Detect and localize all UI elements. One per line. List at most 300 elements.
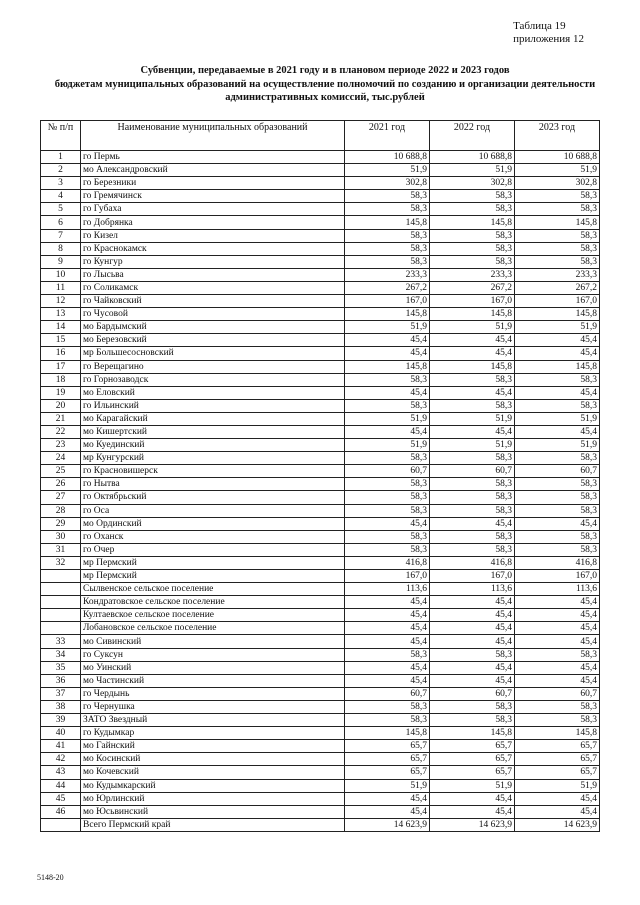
- municipality-name: го Оханск: [81, 530, 345, 543]
- value-2021: 58,3: [345, 255, 430, 268]
- title-line-2: бюджетам муниципальных образований на осуществление полномочий по созданию и организации деятельности: [54, 78, 596, 90]
- row-number: 13: [41, 308, 81, 321]
- row-number: 23: [41, 439, 81, 452]
- municipality-name: мо Кочевский: [81, 766, 345, 779]
- value-2021: 113,6: [345, 583, 430, 596]
- value-2022: 45,4: [430, 425, 515, 438]
- title-line-3: административных комиссий, тыс.рублей: [225, 92, 425, 103]
- value-2021: 45,4: [345, 347, 430, 360]
- value-2022: 267,2: [430, 281, 515, 294]
- value-2022: 58,3: [430, 373, 515, 386]
- municipality-name: мо Бардымский: [81, 321, 345, 334]
- value-2022: 58,3: [430, 399, 515, 412]
- value-2023: 65,7: [515, 753, 600, 766]
- table-row: [41, 543, 600, 556]
- value-2023: 58,3: [515, 399, 600, 412]
- value-2022: 45,4: [430, 622, 515, 635]
- municipality-name: мо Частинский: [81, 674, 345, 687]
- table-row: [41, 255, 600, 268]
- value-2023: 58,3: [515, 648, 600, 661]
- value-2022: 58,3: [430, 190, 515, 203]
- table-row: [41, 818, 600, 831]
- table-row: [41, 360, 600, 373]
- value-2022: 58,3: [430, 242, 515, 255]
- municipality-name: мо Кудымкарский: [81, 779, 345, 792]
- value-2021: 10 688,8: [345, 151, 430, 164]
- value-2022: 60,7: [430, 687, 515, 700]
- value-2023: 45,4: [515, 792, 600, 805]
- value-2021: 45,4: [345, 517, 430, 530]
- value-2022: 58,3: [430, 714, 515, 727]
- value-2023: 58,3: [515, 255, 600, 268]
- value-2022: 65,7: [430, 753, 515, 766]
- document-title: [30, 64, 620, 105]
- municipality-name: го Березники: [81, 177, 345, 190]
- municipality-name: го Суксун: [81, 648, 345, 661]
- municipality-name: мо Сивинский: [81, 635, 345, 648]
- value-2022: 416,8: [430, 556, 515, 569]
- municipality-name: мо Кишертский: [81, 425, 345, 438]
- value-2022: 58,3: [430, 543, 515, 556]
- value-2021: 51,9: [345, 321, 430, 334]
- row-number: 34: [41, 648, 81, 661]
- row-number: 9: [41, 255, 81, 268]
- value-2022: 45,4: [430, 805, 515, 818]
- value-2021: 45,4: [345, 596, 430, 609]
- table-row: [41, 281, 600, 294]
- value-2023: 58,3: [515, 530, 600, 543]
- value-2022: 45,4: [430, 347, 515, 360]
- value-2021: 51,9: [345, 164, 430, 177]
- table-row: [41, 700, 600, 713]
- value-2022: 58,3: [430, 504, 515, 517]
- value-2021: 58,3: [345, 700, 430, 713]
- value-2022: 167,0: [430, 295, 515, 308]
- table-row: [41, 268, 600, 281]
- value-2023: 58,3: [515, 714, 600, 727]
- value-2023: 145,8: [515, 216, 600, 229]
- value-2021: 45,4: [345, 425, 430, 438]
- row-number: 7: [41, 229, 81, 242]
- value-2023: 45,4: [515, 674, 600, 687]
- row-number: 1: [41, 151, 81, 164]
- municipality-name: мо Ординский: [81, 517, 345, 530]
- municipality-name: го Кунгур: [81, 255, 345, 268]
- row-number: 19: [41, 386, 81, 399]
- value-2023: 58,3: [515, 229, 600, 242]
- value-2022: 45,4: [430, 334, 515, 347]
- row-number: 22: [41, 425, 81, 438]
- row-number: 20: [41, 399, 81, 412]
- value-2023: 65,7: [515, 766, 600, 779]
- municipality-name: Всего Пермский край: [81, 818, 345, 831]
- row-number: 17: [41, 360, 81, 373]
- row-number: 24: [41, 452, 81, 465]
- table-row: [41, 164, 600, 177]
- row-number: 39: [41, 714, 81, 727]
- value-2023: 45,4: [515, 334, 600, 347]
- table-row: [41, 242, 600, 255]
- value-2021: 267,2: [345, 281, 430, 294]
- value-2022: 302,8: [430, 177, 515, 190]
- row-number: 12: [41, 295, 81, 308]
- value-2023: 145,8: [515, 360, 600, 373]
- table-row: [41, 334, 600, 347]
- value-2022: 14 623,9: [430, 818, 515, 831]
- value-2023: 51,9: [515, 412, 600, 425]
- subsidies-table: [40, 120, 600, 832]
- column-header-2023: 2023 год: [515, 121, 600, 151]
- value-2023: 302,8: [515, 177, 600, 190]
- value-2023: 145,8: [515, 308, 600, 321]
- value-2023: 60,7: [515, 687, 600, 700]
- table-row: [41, 177, 600, 190]
- row-number: 18: [41, 373, 81, 386]
- value-2023: 10 688,8: [515, 151, 600, 164]
- value-2023: 45,4: [515, 661, 600, 674]
- row-number: [41, 570, 81, 583]
- municipality-name: го Гремячинск: [81, 190, 345, 203]
- municipality-name: го Кизел: [81, 229, 345, 242]
- municipality-name: мо Юрлинский: [81, 792, 345, 805]
- municipality-name: го Чердынь: [81, 687, 345, 700]
- value-2021: 51,9: [345, 412, 430, 425]
- municipality-name: мо Березовский: [81, 334, 345, 347]
- municipality-name: го Октябрьский: [81, 491, 345, 504]
- row-number: 37: [41, 687, 81, 700]
- value-2021: 45,4: [345, 609, 430, 622]
- municipality-name: мр Кунгурский: [81, 452, 345, 465]
- value-2022: 10 688,8: [430, 151, 515, 164]
- row-number: 4: [41, 190, 81, 203]
- table-header-row: [41, 121, 600, 151]
- value-2021: 58,3: [345, 399, 430, 412]
- value-2021: 45,4: [345, 635, 430, 648]
- table-row: [41, 648, 600, 661]
- value-2021: 65,7: [345, 740, 430, 753]
- value-2023: 14 623,9: [515, 818, 600, 831]
- row-number: 38: [41, 700, 81, 713]
- value-2021: 45,4: [345, 661, 430, 674]
- value-2021: 65,7: [345, 766, 430, 779]
- row-number: [41, 622, 81, 635]
- value-2021: 58,3: [345, 530, 430, 543]
- row-number: 31: [41, 543, 81, 556]
- table-row: [41, 203, 600, 216]
- row-number: [41, 609, 81, 622]
- row-number: 11: [41, 281, 81, 294]
- table-row: [41, 504, 600, 517]
- table-row: [41, 478, 600, 491]
- row-number: 35: [41, 661, 81, 674]
- table-row: [41, 805, 600, 818]
- value-2023: 45,4: [515, 596, 600, 609]
- table-row: [41, 674, 600, 687]
- value-2023: 58,3: [515, 242, 600, 255]
- value-2021: 58,3: [345, 242, 430, 255]
- value-2023: 58,3: [515, 452, 600, 465]
- municipality-name: мо Уинский: [81, 661, 345, 674]
- row-number: 14: [41, 321, 81, 334]
- value-2023: 45,4: [515, 386, 600, 399]
- municipality-name: го Ильинский: [81, 399, 345, 412]
- table-row: [41, 190, 600, 203]
- value-2021: 167,0: [345, 570, 430, 583]
- value-2021: 58,3: [345, 478, 430, 491]
- value-2022: 113,6: [430, 583, 515, 596]
- table-row: [41, 530, 600, 543]
- municipality-name: го Лысьва: [81, 268, 345, 281]
- municipality-name: го Нытва: [81, 478, 345, 491]
- table-row: [41, 766, 600, 779]
- row-number: 42: [41, 753, 81, 766]
- value-2023: 45,4: [515, 635, 600, 648]
- row-number: 41: [41, 740, 81, 753]
- row-number: 46: [41, 805, 81, 818]
- value-2021: 145,8: [345, 216, 430, 229]
- value-2022: 45,4: [430, 517, 515, 530]
- value-2023: 45,4: [515, 609, 600, 622]
- value-2022: 167,0: [430, 570, 515, 583]
- municipality-name: мо Юсьвинский: [81, 805, 345, 818]
- row-number: 8: [41, 242, 81, 255]
- municipality-name: го Губаха: [81, 203, 345, 216]
- table-label: Таблица 19: [513, 20, 566, 32]
- table-row: [41, 661, 600, 674]
- table-row: [41, 596, 600, 609]
- row-number: 3: [41, 177, 81, 190]
- row-number: 44: [41, 779, 81, 792]
- table-row: [41, 740, 600, 753]
- value-2023: 58,3: [515, 491, 600, 504]
- row-number: [41, 583, 81, 596]
- table-row: [41, 412, 600, 425]
- row-number: 32: [41, 556, 81, 569]
- value-2023: 51,9: [515, 164, 600, 177]
- value-2022: 45,4: [430, 674, 515, 687]
- municipality-name: го Чайковский: [81, 295, 345, 308]
- municipality-name: мо Куединский: [81, 439, 345, 452]
- row-number: 25: [41, 465, 81, 478]
- value-2022: 51,9: [430, 321, 515, 334]
- value-2023: 167,0: [515, 295, 600, 308]
- value-2023: 58,3: [515, 478, 600, 491]
- value-2021: 145,8: [345, 727, 430, 740]
- municipality-name: го Оса: [81, 504, 345, 517]
- value-2023: 58,3: [515, 373, 600, 386]
- municipality-name: мо Гайнский: [81, 740, 345, 753]
- municipality-name: го Чернушка: [81, 700, 345, 713]
- value-2021: 302,8: [345, 177, 430, 190]
- value-2021: 45,4: [345, 622, 430, 635]
- value-2021: 145,8: [345, 360, 430, 373]
- value-2022: 145,8: [430, 216, 515, 229]
- table-row: [41, 491, 600, 504]
- value-2023: 233,3: [515, 268, 600, 281]
- table-row: [41, 635, 600, 648]
- value-2023: 51,9: [515, 439, 600, 452]
- value-2021: 233,3: [345, 268, 430, 281]
- value-2023: 416,8: [515, 556, 600, 569]
- value-2023: 113,6: [515, 583, 600, 596]
- value-2022: 45,4: [430, 609, 515, 622]
- value-2021: 51,9: [345, 439, 430, 452]
- table-row: [41, 295, 600, 308]
- value-2021: 58,3: [345, 190, 430, 203]
- value-2021: 58,3: [345, 452, 430, 465]
- value-2022: 233,3: [430, 268, 515, 281]
- municipality-name: мо Карагайский: [81, 412, 345, 425]
- column-header-name: Наименование муниципальных образований: [81, 121, 345, 151]
- municipality-name: мр Пермский: [81, 556, 345, 569]
- row-number: 36: [41, 674, 81, 687]
- municipality-name: мр Большесосновский: [81, 347, 345, 360]
- value-2023: 45,4: [515, 425, 600, 438]
- municipality-name: го Краснокамск: [81, 242, 345, 255]
- value-2022: 58,3: [430, 452, 515, 465]
- row-number: 5: [41, 203, 81, 216]
- value-2022: 51,9: [430, 412, 515, 425]
- value-2022: 60,7: [430, 465, 515, 478]
- row-number: 40: [41, 727, 81, 740]
- municipality-name: Сылвенское сельское поселение: [81, 583, 345, 596]
- value-2023: 58,3: [515, 504, 600, 517]
- table-row: [41, 570, 600, 583]
- value-2021: 45,4: [345, 674, 430, 687]
- value-2021: 58,3: [345, 229, 430, 242]
- municipality-name: го Пермь: [81, 151, 345, 164]
- value-2022: 51,9: [430, 164, 515, 177]
- value-2023: 51,9: [515, 779, 600, 792]
- table-row: [41, 779, 600, 792]
- table-row: [41, 439, 600, 452]
- value-2022: 145,8: [430, 360, 515, 373]
- table-row: [41, 583, 600, 596]
- value-2021: 65,7: [345, 753, 430, 766]
- row-number: [41, 818, 81, 831]
- table-row: [41, 609, 600, 622]
- municipality-name: го Добрянка: [81, 216, 345, 229]
- value-2023: 45,4: [515, 622, 600, 635]
- table-row: [41, 399, 600, 412]
- value-2021: 60,7: [345, 687, 430, 700]
- table-row: [41, 753, 600, 766]
- table-body: [41, 151, 600, 832]
- row-number: 43: [41, 766, 81, 779]
- value-2022: 145,8: [430, 308, 515, 321]
- document-code: 5148-20: [37, 873, 64, 882]
- value-2022: 145,8: [430, 727, 515, 740]
- value-2023: 58,3: [515, 190, 600, 203]
- row-number: [41, 596, 81, 609]
- value-2022: 45,4: [430, 661, 515, 674]
- municipality-name: Лобановское сельское поселение: [81, 622, 345, 635]
- municipality-name: мр Пермский: [81, 570, 345, 583]
- row-number: 28: [41, 504, 81, 517]
- value-2023: 45,4: [515, 805, 600, 818]
- table-row: [41, 465, 600, 478]
- row-number: 30: [41, 530, 81, 543]
- value-2022: 58,3: [430, 255, 515, 268]
- table-row: [41, 714, 600, 727]
- value-2022: 51,9: [430, 779, 515, 792]
- value-2021: 14 623,9: [345, 818, 430, 831]
- value-2021: 45,4: [345, 792, 430, 805]
- value-2021: 58,3: [345, 373, 430, 386]
- value-2023: 65,7: [515, 740, 600, 753]
- value-2022: 58,3: [430, 530, 515, 543]
- value-2022: 58,3: [430, 229, 515, 242]
- value-2021: 58,3: [345, 504, 430, 517]
- table-row: [41, 727, 600, 740]
- table-row: [41, 229, 600, 242]
- municipality-name: Кондратовское сельское поселение: [81, 596, 345, 609]
- municipality-name: ЗАТО Звездный: [81, 714, 345, 727]
- municipality-name: го Кудымкар: [81, 727, 345, 740]
- value-2021: 58,3: [345, 203, 430, 216]
- value-2022: 45,4: [430, 386, 515, 399]
- value-2021: 45,4: [345, 334, 430, 347]
- column-header-number: № п/п: [41, 121, 81, 151]
- value-2022: 51,9: [430, 439, 515, 452]
- municipality-name: мо Косинский: [81, 753, 345, 766]
- municipality-name: мо Александровский: [81, 164, 345, 177]
- value-2021: 45,4: [345, 805, 430, 818]
- value-2021: 58,3: [345, 491, 430, 504]
- municipality-name: го Горнозаводск: [81, 373, 345, 386]
- value-2022: 45,4: [430, 635, 515, 648]
- value-2022: 65,7: [430, 740, 515, 753]
- value-2023: 60,7: [515, 465, 600, 478]
- value-2023: 167,0: [515, 570, 600, 583]
- table-row: [41, 425, 600, 438]
- table-row: [41, 517, 600, 530]
- table-row: [41, 151, 600, 164]
- table-row: [41, 347, 600, 360]
- value-2023: 58,3: [515, 203, 600, 216]
- column-header-2021: 2021 год: [345, 121, 430, 151]
- table-row: [41, 321, 600, 334]
- row-number: 21: [41, 412, 81, 425]
- municipality-name: Култаевское сельское поселение: [81, 609, 345, 622]
- appendix-label: приложения 12: [513, 33, 584, 45]
- value-2022: 65,7: [430, 766, 515, 779]
- value-2023: 45,4: [515, 347, 600, 360]
- value-2022: 58,3: [430, 203, 515, 216]
- table-row: [41, 216, 600, 229]
- column-header-2022: 2022 год: [430, 121, 515, 151]
- value-2022: 45,4: [430, 596, 515, 609]
- table-row: [41, 792, 600, 805]
- value-2021: 145,8: [345, 308, 430, 321]
- value-2023: 267,2: [515, 281, 600, 294]
- municipality-name: го Очер: [81, 543, 345, 556]
- table-row: [41, 452, 600, 465]
- row-number: 27: [41, 491, 81, 504]
- municipality-name: мо Еловский: [81, 386, 345, 399]
- row-number: 45: [41, 792, 81, 805]
- value-2021: 51,9: [345, 779, 430, 792]
- value-2022: 58,3: [430, 478, 515, 491]
- value-2021: 58,3: [345, 714, 430, 727]
- title-line-1: Субвенции, передаваемые в 2021 году и в плановом периоде 2022 и 2023 годов: [140, 65, 510, 76]
- document-header: [513, 20, 584, 46]
- municipality-name: го Соликамск: [81, 281, 345, 294]
- value-2021: 416,8: [345, 556, 430, 569]
- row-number: 33: [41, 635, 81, 648]
- row-number: 26: [41, 478, 81, 491]
- value-2022: 58,3: [430, 648, 515, 661]
